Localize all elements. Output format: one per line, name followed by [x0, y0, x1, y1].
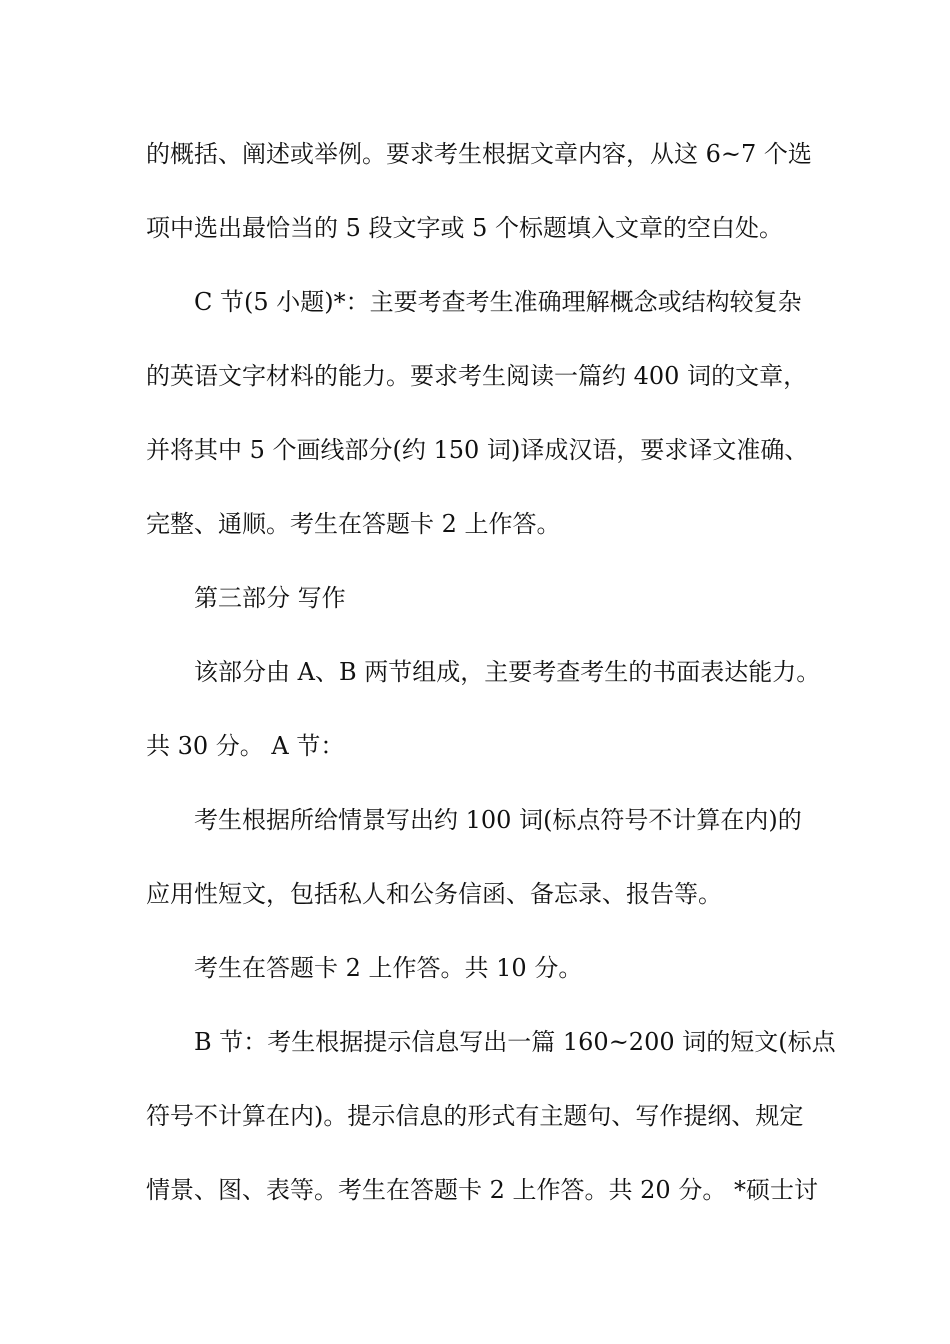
text-line-11: 应用性短文，包括私人和公务信函、备忘录、报告等。	[146, 880, 722, 908]
text-line-9: 共 30 分。 A 节：	[146, 732, 345, 760]
text-line-5: 并将其中 5 个画线部分(约 150 词)译成汉语，要求译文准确、	[146, 436, 809, 464]
text-line-13: B 节：考生根据提示信息写出一篇 160~200 词的短文(标点	[194, 1028, 836, 1056]
text-line-12: 考生在答题卡 2 上作答。共 10 分。	[194, 954, 583, 982]
text-line-15: 情景、图、表等。考生在答题卡 2 上作答。共 20 分。 *硕士讨	[146, 1176, 818, 1204]
section-heading: 第三部分 写作	[194, 584, 346, 612]
text-line-1: 的概括、阐述或举例。要求考生根据文章内容，从这 6~7 个选	[146, 140, 812, 168]
text-line-10: 考生根据所给情景写出约 100 词(标点符号不计算在内)的	[194, 806, 802, 834]
text-line-14: 符号不计算在内)。提示信息的形式有主题句、写作提纲、规定	[146, 1102, 804, 1130]
text-line-3: C 节(5 小题)*：主要考查考生准确理解概念或结构较复杂	[194, 288, 802, 316]
text-line-8: 该部分由 A、B 两节组成，主要考查考生的书面表达能力。	[194, 658, 821, 686]
text-line-4: 的英语文字材料的能力。要求考生阅读一篇约 400 词的文章，	[146, 362, 808, 390]
text-line-2: 项中选出最恰当的 5 段文字或 5 个标题填入文章的空白处。	[146, 214, 784, 242]
text-line-6: 完整、通顺。考生在答题卡 2 上作答。	[146, 510, 561, 538]
